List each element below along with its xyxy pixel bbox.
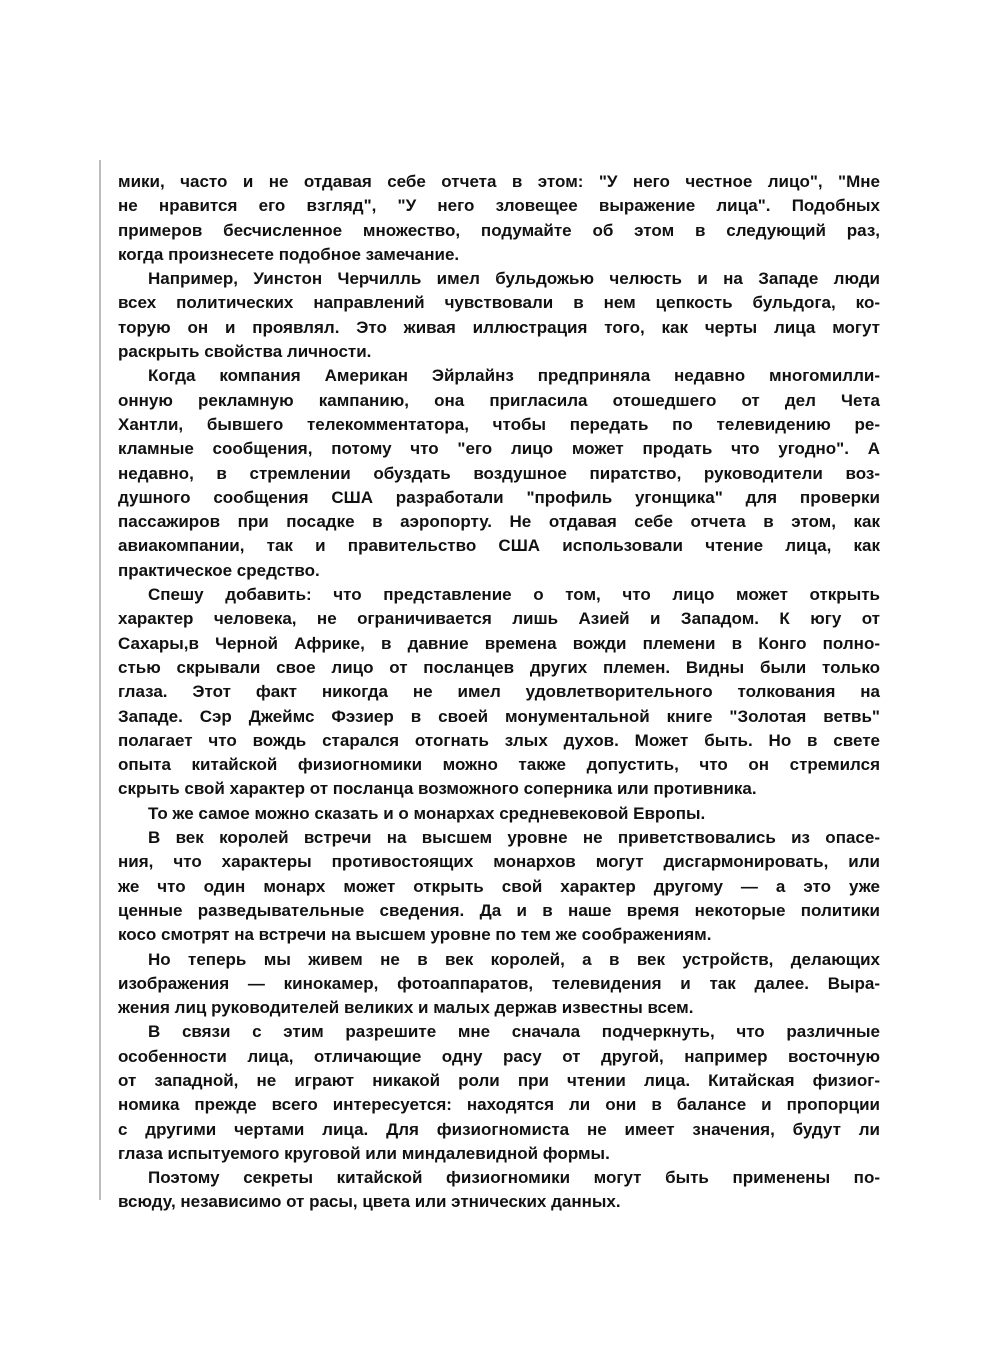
text-line: Но теперь мы живем не в век королей, а в век устройств, делающих <box>148 949 880 969</box>
page-margin-rule <box>99 160 101 1200</box>
text-line: Западе. Сэр Джеймс Фэзиер в своей монументальной книге "Золотая ветвь" <box>118 706 880 726</box>
text-line: с другими чертами лица. Для физиогномиста не имеет значения, будут ли <box>118 1119 880 1139</box>
paragraph <box>118 267 880 364</box>
text-line: раскрыть свойства личности. <box>118 342 372 362</box>
text-line: всюду, независимо от расы, цвета или этнических данных. <box>118 1192 621 1212</box>
paragraph <box>118 826 880 947</box>
paragraph <box>118 364 880 583</box>
page-body-text <box>118 170 880 1215</box>
text-line: номика прежде всего интересуется: находятся ли они в балансе и пропорции <box>118 1095 880 1115</box>
text-line: особенности лица, отличающие одну расу от другой, например восточную <box>118 1046 880 1066</box>
text-line: изображения — кинокамер, фотоаппаратов, телевидения и так далее. Выра- <box>118 973 880 993</box>
paragraph <box>118 1020 880 1166</box>
text-line: всех политических направлений чувствовали в нем цепкость бульдога, ко- <box>118 293 880 313</box>
text-line: опыта китайской физиогномики можно также допустить, что он стремился <box>118 755 880 775</box>
text-line: То же самое можно сказать и о монархах средневековой Европы. <box>148 803 706 823</box>
text-line: не нравится его взгляд", "У него зловещее выражение лица". Подобных <box>118 196 880 216</box>
text-line: мики, часто и не отдавая себе отчета в этом: "У него честное лицо", "Мне <box>118 172 880 191</box>
text-line: когда произнесете подобное замечание. <box>118 244 460 264</box>
text-line: Хантли, бывшего телекомментатора, чтобы передать по телевидению ре- <box>118 414 880 434</box>
paragraph <box>118 583 880 802</box>
text-line: полагает что вождь старался отогнать злых духов. Может быть. Но в свете <box>118 730 880 750</box>
text-line: душного сообщения США разработали "профиль угонщика" для проверки <box>118 487 880 507</box>
text-line: кламные сообщения, потому что "его лицо может продать что угодно". А <box>118 439 880 459</box>
text-line: практическое средство. <box>118 560 320 580</box>
text-line: Сахары,в Черной Африке, в давние времена вожди племени в Конго полно- <box>118 633 880 653</box>
text-line: ния, что характеры противостоящих монархов могут дисгармонировать, или <box>118 852 880 872</box>
text-line: Когда компания Американ Эйрлайнз предприняла недавно многомилли- <box>148 366 880 386</box>
text-line: Например, Уинстон Черчилль имел бульдожью челюсть и на Западе люди <box>148 269 880 289</box>
paragraph <box>118 948 880 1021</box>
text-line: же что один монарх может открыть свой характер другому — а это уже <box>118 876 880 896</box>
text-line: В связи с этим разрешите мне сначала подчеркнуть, что различные <box>148 1022 880 1042</box>
text-line: скрыть свой характер от посланца возможного соперника или противника. <box>118 779 757 799</box>
text-line: косо смотрят на встречи на высшем уровне по тем же соображениям. <box>118 925 712 945</box>
text-line: Спешу добавить: что представление о том, что лицо может открыть <box>148 585 880 605</box>
text-line: глаза. Этот факт никогда не имел удовлетворительного толкования на <box>118 682 880 702</box>
paragraph <box>118 1166 880 1215</box>
text-line: онную рекламную кампанию, она пригласила отошедшего от дел Чета <box>118 390 880 410</box>
text-line: от западной, не играют никакой роли при чтении лица. Китайская физиог- <box>118 1070 880 1090</box>
text-line: недавно, в стремлении обуздать воздушное пиратство, руководители воз- <box>118 463 880 483</box>
text-line: авиакомпании, так и правительство США использовали чтение лица, как <box>118 536 880 556</box>
text-line: пассажиров при посадке в аэропорту. Не отдавая себе отчета в этом, как <box>118 512 880 532</box>
text-line: стью скрывали свое лицо от посланцев других племен. Видны были только <box>118 657 880 677</box>
text-line: ценные разведывательные сведения. Да и в наше время некоторые политики <box>118 900 880 920</box>
text-line: торую он и проявлял. Это живая иллюстрация того, как черты лица могут <box>118 317 880 337</box>
text-line: жения лиц руководителей великих и малых держав известны всем. <box>118 998 694 1018</box>
text-line: характер человека, не ограничивается лишь Азией и Западом. К югу от <box>118 609 880 629</box>
paragraph <box>118 170 880 267</box>
text-line: В век королей встречи на высшем уровне не приветствовались из опасе- <box>148 828 880 848</box>
text-line: глаза испытуемого круговой или миндалевидной формы. <box>118 1143 610 1163</box>
text-line: Поэтому секреты китайской физиогномики могут быть применены по- <box>148 1168 880 1188</box>
text-line: примеров бесчисленное множество, подумайте об этом в следующий раз, <box>118 220 880 240</box>
paragraph <box>118 802 880 826</box>
